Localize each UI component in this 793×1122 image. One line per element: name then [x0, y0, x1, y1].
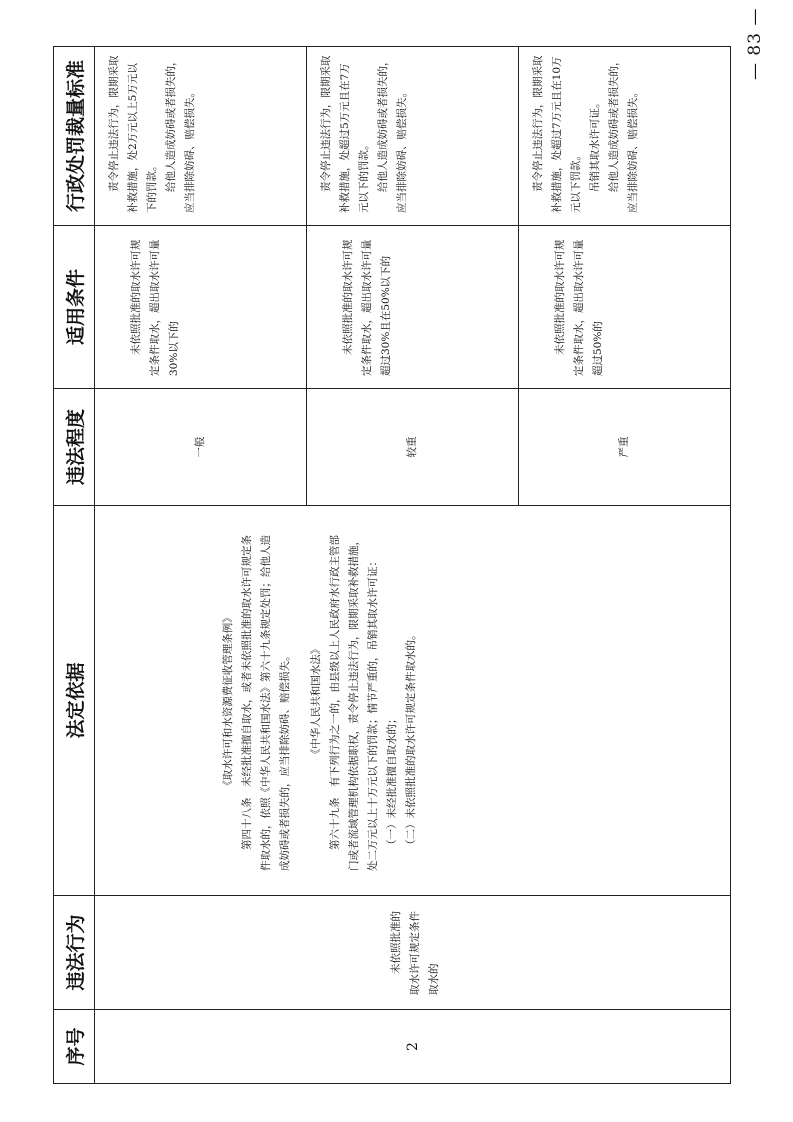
cell-level — [307, 389, 519, 506]
cell-violation — [95, 896, 731, 1010]
law2-item-2: （二）未依照批准的取水许可规定条件取水的。 — [405, 629, 417, 850]
law1-text: 第四十八条 未经批准擅自取水，或者未依照批准的取水许可规定条件取水的，依照《中华人民共和国水法》第六十九条规定处罚；给他人造成妨碍或者损失的，应当排除妨碍、赔偿损失。 — [241, 535, 291, 871]
cell-penalty — [519, 47, 731, 226]
law2-title: 《中华人民共和国水法》 — [310, 643, 322, 760]
cell-level — [519, 389, 731, 506]
header-penalty: 行政处罚裁量标准 — [54, 47, 95, 226]
table-row — [95, 47, 307, 1084]
cell-seq — [95, 1010, 731, 1084]
header-seq: 序号 — [54, 1010, 95, 1084]
law2-text: 第六十九条 有下列行为之一的，由县级以上人民政府水行政主管部门或者流域管理机构依据职权，责令停止违法行为，限期采取补救措施，处二万元以上十万元以下的罚款；情节严重的，吊销其取水许可证： — [329, 535, 379, 871]
level-text: 一般 — [194, 436, 206, 458]
cell-condition — [307, 226, 519, 389]
condition-text: 未依照批准的取水许可规定条件取水，超出取水许可量30%以下的 — [130, 239, 180, 376]
condition-text: 未依照批准的取水许可规定条件取水，超出取水许可量超过50%的 — [554, 239, 604, 376]
penalty-line: 责令停止违法行为，限期采取补救措施，处2万元以上5万元以下的罚款。 — [108, 55, 158, 213]
cell-legal-basis — [95, 506, 731, 896]
level-text: 严重 — [618, 436, 630, 458]
cell-condition — [95, 226, 307, 389]
page-number: — 83 — — [745, 7, 765, 80]
law2-item-1: （一）未经批准擅自取水的； — [386, 713, 398, 850]
header-level: 违法程度 — [54, 389, 95, 506]
level-text: 较重 — [406, 436, 418, 458]
table-header-row — [54, 47, 95, 1084]
law1-title: 《取水许可和水资源费征收管理条例》 — [222, 612, 234, 791]
header-act: 违法行为 — [54, 896, 95, 1010]
header-basis: 法定依据 — [54, 506, 95, 896]
cell-condition — [519, 226, 731, 389]
penalty-line: 责令停止违法行为，限期采取补救措施，处超过5万元且在7万元以下的罚款。 — [320, 55, 370, 213]
penalty-line: 责令停止违法行为，限期采取补救措施，处超过7万元且在10万元以下罚款。 — [532, 55, 582, 213]
penalty-line: 吊销其取水许可证。 — [589, 97, 601, 192]
penalty-line: 给他人造成妨碍或者损失的，应当排除妨碍、赔偿损失。 — [377, 55, 408, 213]
penalty-line: 给他人造成妨碍或者损失的，应当排除妨碍、赔偿损失。 — [165, 55, 196, 213]
penalty-line: 给他人造成妨碍或者损失的，应当排除妨碍、赔偿损失。 — [608, 55, 639, 213]
row-number: 2 — [404, 1042, 421, 1051]
header-condition: 适用条件 — [54, 226, 95, 389]
violation-text: 未依照批准的取水许可规定条件取水的 — [390, 911, 440, 995]
condition-text: 未依照批准的取水许可规定条件取水，超出取水许可量超过30%且在50%以下的 — [342, 239, 392, 376]
cell-penalty — [307, 47, 519, 226]
cell-level — [95, 389, 307, 506]
cell-penalty — [95, 47, 307, 226]
penalty-standard-table — [53, 46, 731, 1084]
